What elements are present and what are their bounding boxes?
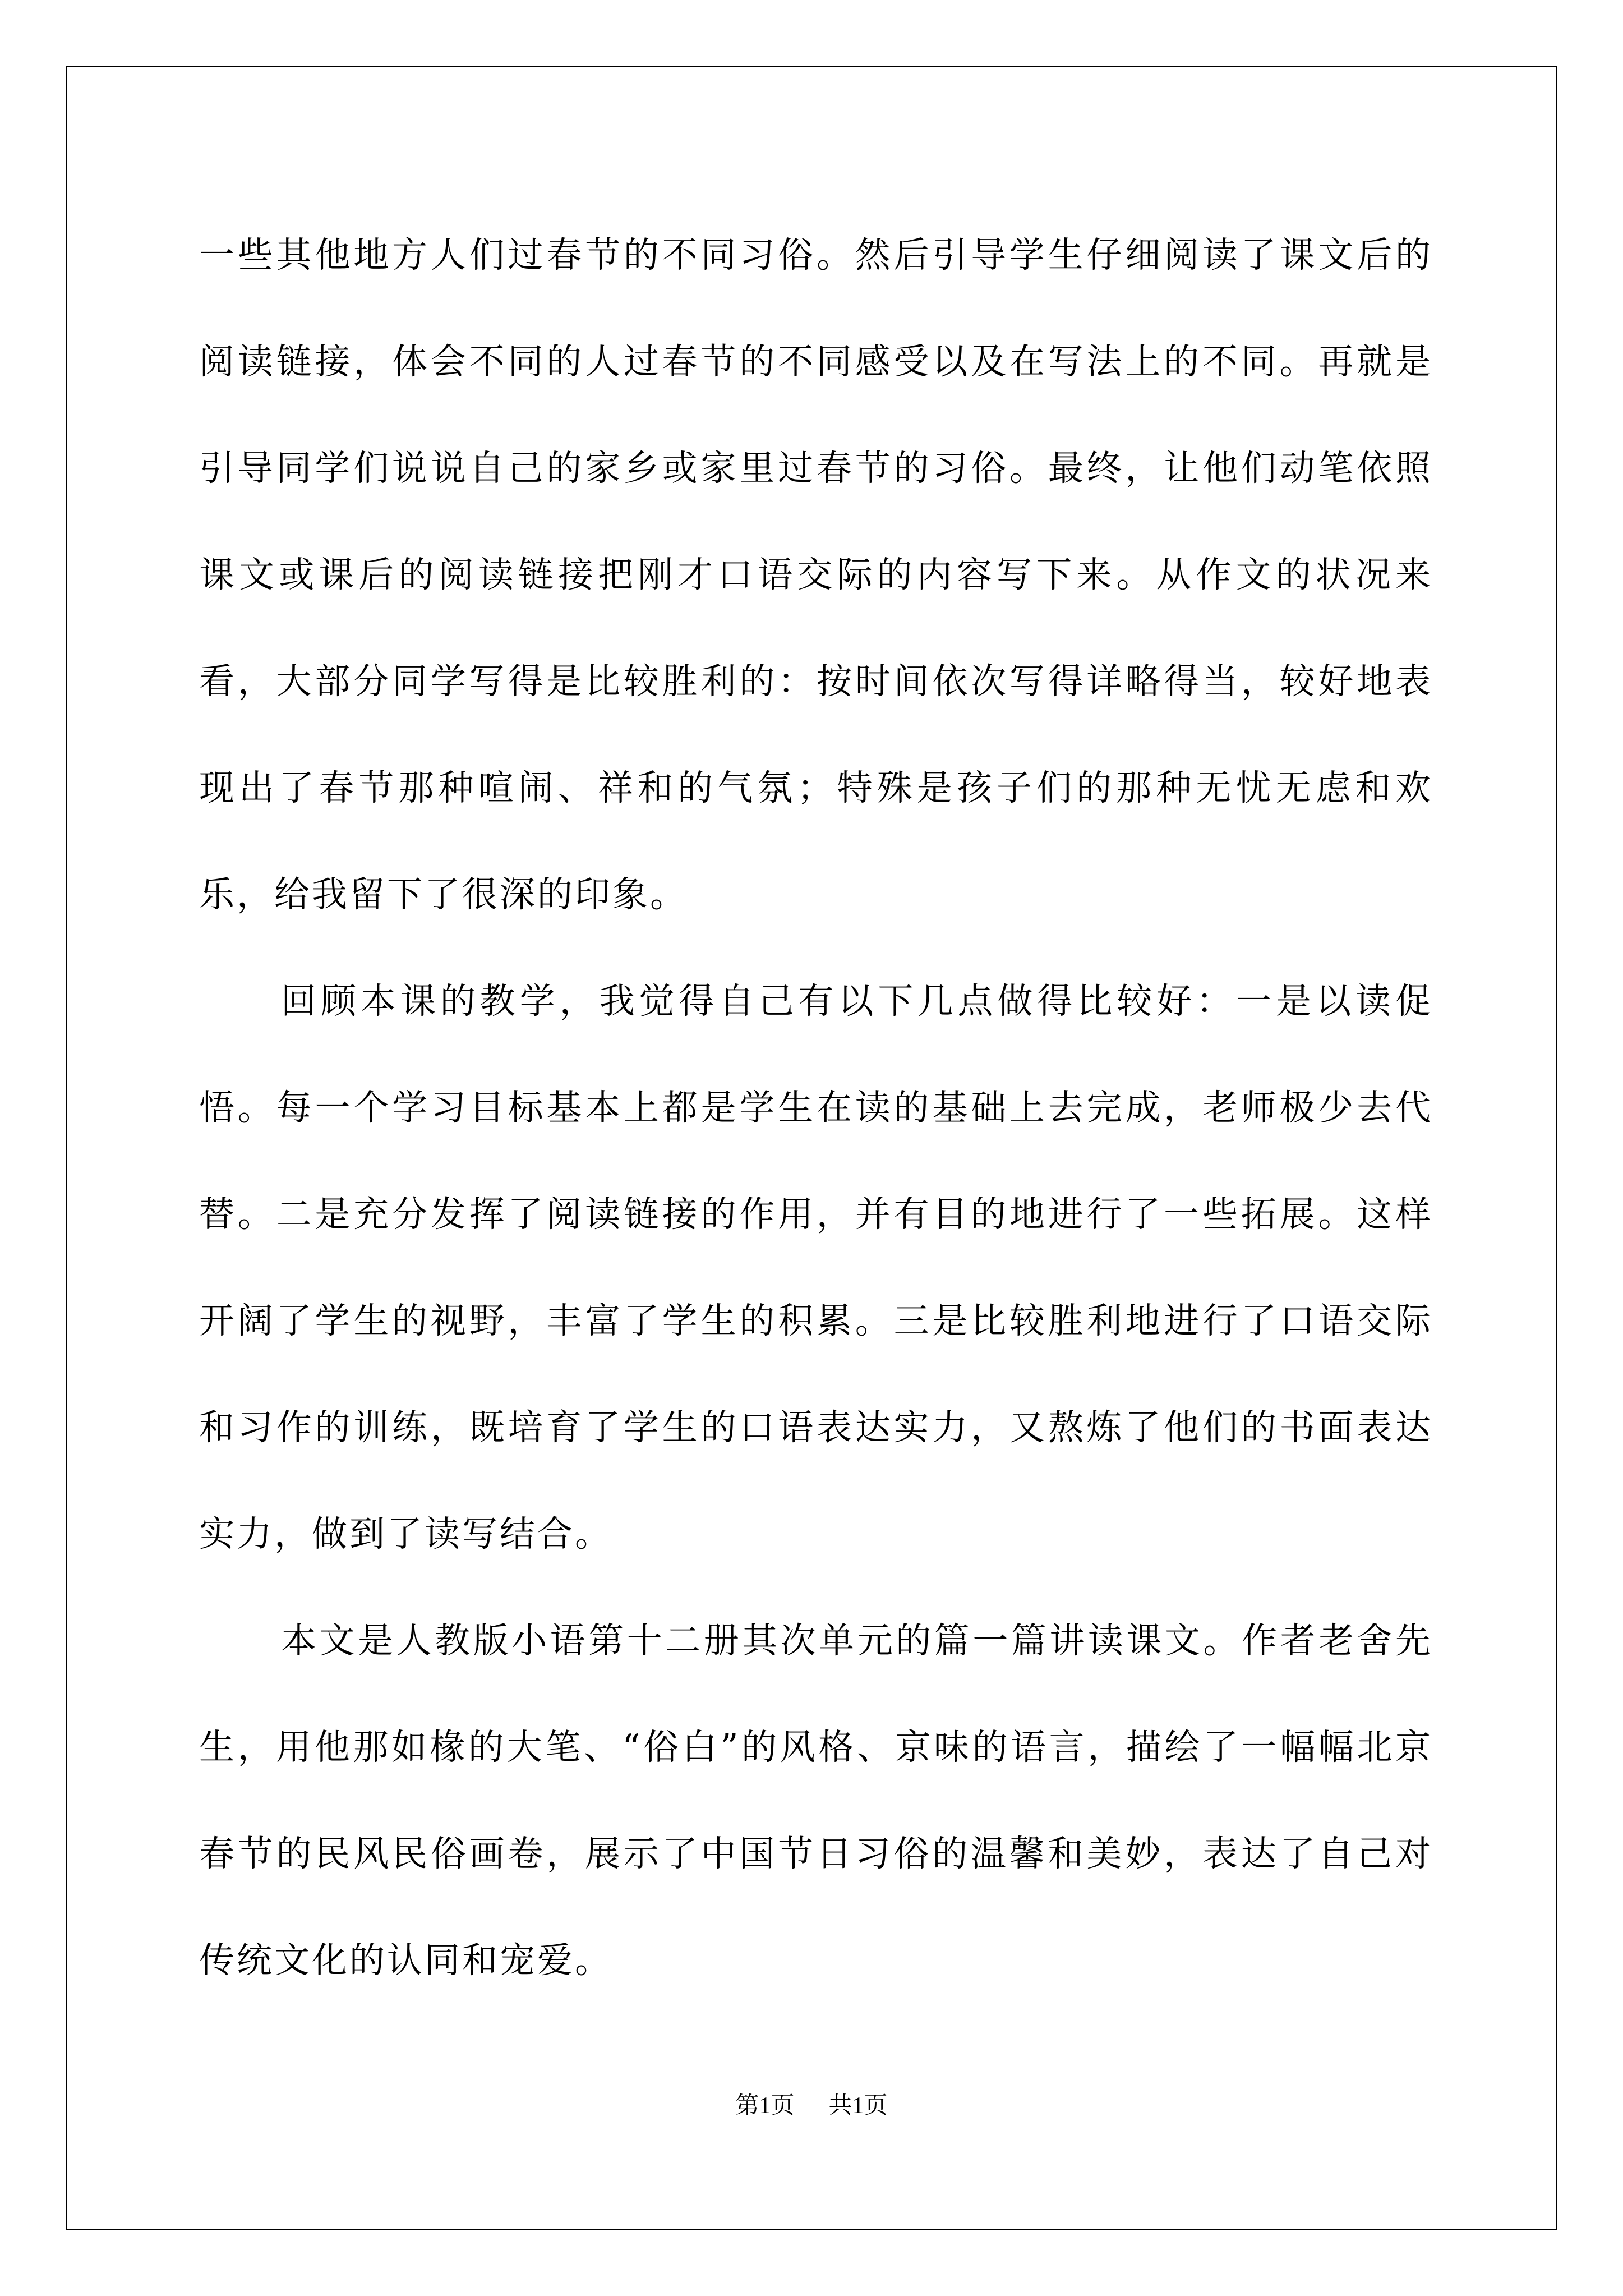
document-body	[199, 202, 1433, 2014]
paragraph-3: 本文是人教版小语第十二册其次单元的篇一篇讲读课文。作者老舍先生，用他那如椽的大笔、“俗白”的风格、京味的语言，描绘了一幅幅北京春节的民风民俗画卷，展示了中国节日习俗的温馨和美妙，表达了自己对传统文化的认同和宠爱。	[199, 1620, 1433, 1981]
page-total: 共1页	[828, 2093, 888, 2119]
paragraph-2: 回顾本课的教学，我觉得自己有以下几点做得比较好：一是以读促悟。每一个学习目标基本上都是学生在读的基础上去完成，老师极少去代替。二是充分发挥了阅读链接的作用，并有目的地进行了一些拓展。这样开阔了学生的视野，丰富了学生的积累。三是比较胜利地进行了口语交际和习作的训练，既培育了学生的口语表达实力，又熬炼了他们的书面表达实力，做到了读写结合。	[199, 981, 1433, 1554]
paragraph-1: 一些其他地方人们过春节的不同习俗。然后引导学生仔细阅读了课文后的阅读链接，体会不同的人过春节的不同感受以及在写法上的不同。再就是引导同学们说说自己的家乡或家里过春节的习俗。最终，让他们动笔依照课文或课后的阅读链接把刚才口语交际的内容写下来。从作文的状况来看，大部分同学写得是比较胜利的：按时间依次写得详略得当，较好地表现出了春节那种喧闹、祥和的气氛；特殊是孩子们的那种无忧无虑和欢乐，给我留下了很深的印象。	[199, 234, 1433, 915]
page-footer	[0, 2087, 1623, 2120]
page-number: 第1页	[735, 2093, 795, 2119]
